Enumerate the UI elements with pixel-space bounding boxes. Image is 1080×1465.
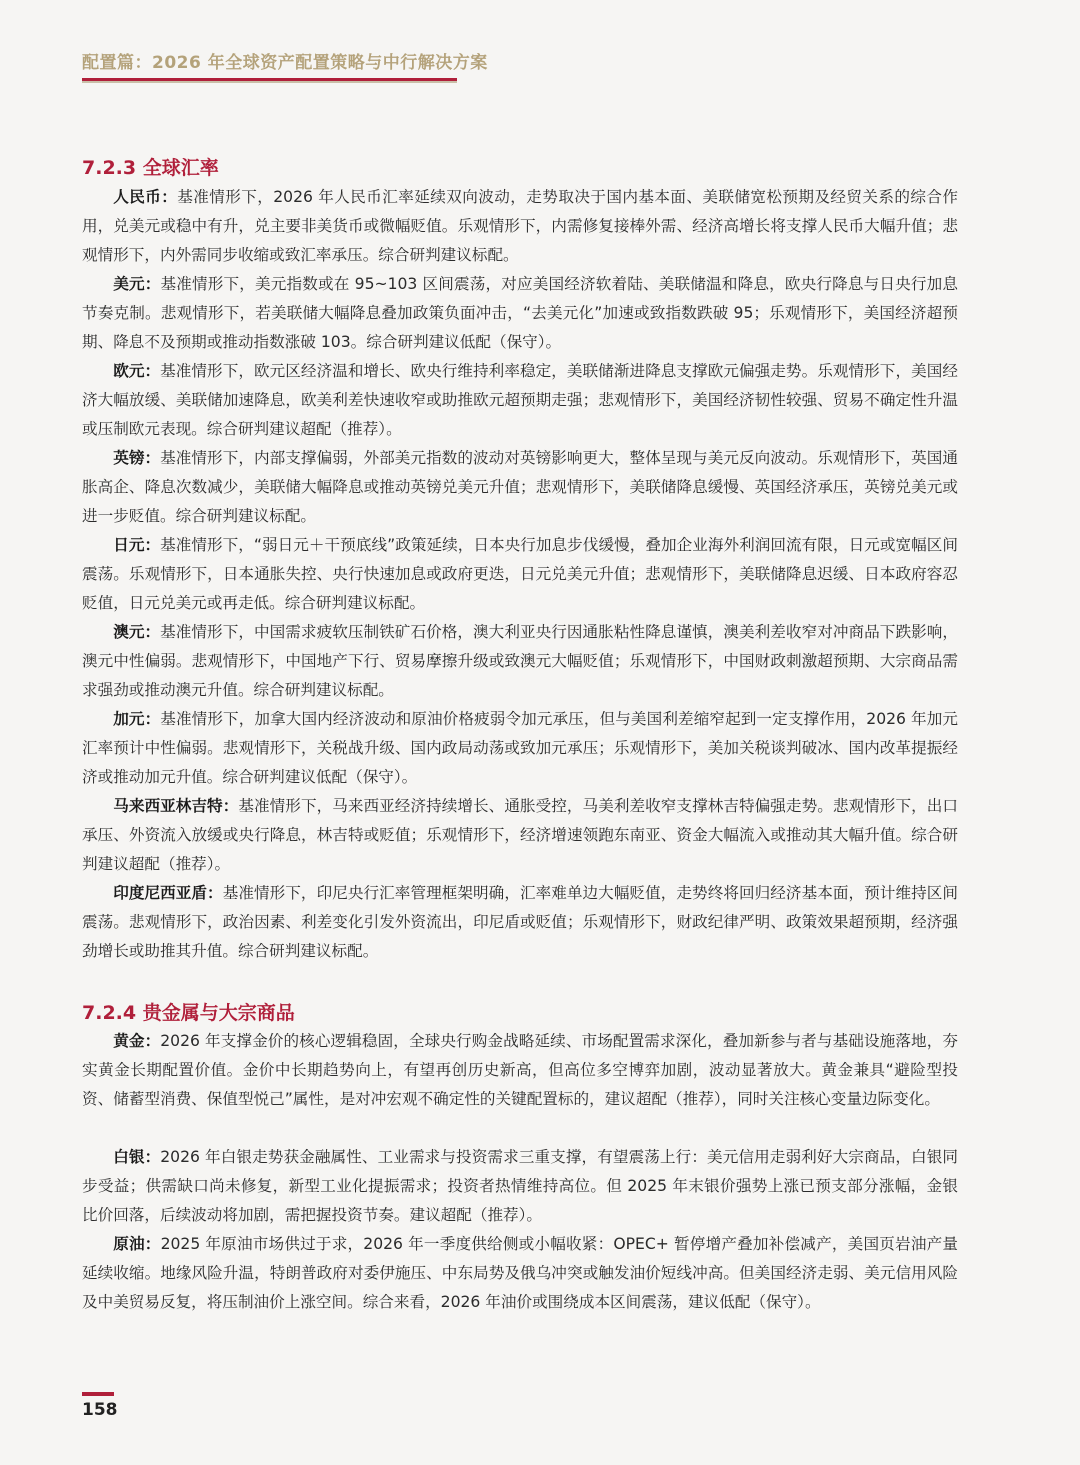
paragraph-text: 基准情形下，美元指数或在 95~103 区间震荡，对应美国经济软着陆、美联储温和降息，欧央行降息与日央行加息节奏克制。悲观情形下，若美联储大幅降息叠加政策负面冲击，“去美元化”加速或致指数跌破 95；乐观情形下，美国经济超预期、降息不及预期或推动指数涨破 103。综合研判建议低配（保守）。 — [82, 275, 958, 351]
term-label: 人民币： — [113, 188, 178, 206]
section-title-commodities: 7.2.4 贵金属与大宗商品 — [82, 1002, 295, 1024]
paragraph-text: 基准情形下，“弱日元＋干预底线”政策延续，日本央行加息步伐缓慢，叠加企业海外利润回流有限，日元或宽幅区间震荡。乐观情形下，日本通胀失控、央行快速加息或政府更迭，日元兑美元升值；悲观情形下，美联储降息迟缓、日本政府容忍贬值，日元兑美元或再走低。综合研判建议标配。 — [82, 536, 958, 612]
paragraph-text: 基准情形下，中国需求疲软压制铁矿石价格，澳大利亚央行因通胀粘性降息谨慎，澳美利差收窄对冲商品下跌影响，澳元中性偏弱。悲观情形下，中国地产下行、贸易摩擦升级或致澳元大幅贬值；乐观情形下，中国财政刺激超预期、大宗商品需求强劲或推动澳元升值。综合研判建议标配。 — [82, 623, 958, 699]
paragraph-silver — [82, 1143, 958, 1229]
paragraph-text: 2026 年支撑金价的核心逻辑稳固，全球央行购金战略延续、市场配置需求深化，叠加新参与者与基础设施落地，夯实黄金长期配置价值。金价中长期趋势向上，有望再创历史新高，但高位多空博弈加剧，波动显著放大。黄金兼具“避险型投资、储蓄型消费、保值型悦己”属性，是对冲宏观不确定性的关键配置标的，建议超配（推荐），同时关注核心变量边际变化。 — [82, 1032, 958, 1108]
term-label: 原油： — [113, 1235, 161, 1253]
term-label: 印度尼西亚盾： — [113, 884, 223, 902]
term-label: 加元： — [113, 710, 161, 728]
term-label: 白银： — [113, 1148, 161, 1166]
paragraph-text: 基准情形下，加拿大国内经济波动和原油价格疲弱令加元承压，但与美国利差缩窄起到一定支撑作用，2026 年加元汇率预计中性偏弱。悲观情形下，关税战升级、国内政局动荡或致加元承压；乐观情形下，美加关税谈判破冰、国内改革提振经济或推动加元升值。综合研判建议低配（保守）。 — [82, 710, 958, 786]
term-label: 澳元： — [113, 623, 161, 641]
paragraph-text: 2025 年原油市场供过于求，2026 年一季度供给侧或小幅收紧：OPEC+ 暂停增产叠加补偿减产，美国页岩油产量延续收缩。地缘风险升温，特朗普政府对委伊施压、中东局势及俄乌冲突或触发油价短线冲高。但美国经济走弱、美元信用风险及中美贸易反复，将压制油价上涨空间。综合来看，2026 年油价或围绕成本区间震荡，建议低配（保守）。 — [82, 1235, 958, 1311]
term-label: 欧元： — [113, 362, 161, 380]
term-label: 美元： — [113, 275, 161, 293]
term-label: 马来西亚林吉特： — [113, 797, 239, 815]
page-number: 158 — [82, 1400, 118, 1420]
paragraph-text: 基准情形下，欧元区经济温和增长、欧央行维持利率稳定，美联储渐进降息支撑欧元偏强走势。乐观情形下，美国经济大幅放缓、美联储加速降息，欧美利差快速收窄或助推欧元超预期走强；悲观情形下，美国经济韧性较强、贸易不确定性升温或压制欧元表现。综合研判建议超配（推荐）。 — [82, 362, 958, 438]
term-label: 英镑： — [113, 449, 161, 467]
paragraph-text: 基准情形下，内部支撑偏弱，外部美元指数的波动对英镑影响更大，整体呈现与美元反向波动。乐观情形下，英国通胀高企、降息次数减少，美联储大幅降息或推动英镑兑美元升值；悲观情形下，美联储降息缓慢、英国经济承压，英镑兑美元或进一步贬值。综合研判建议标配。 — [82, 449, 958, 525]
paragraph-gold — [82, 1027, 958, 1113]
section-title-fx: 7.2.3 全球汇率 — [82, 157, 219, 179]
header-rule-accent — [82, 78, 457, 81]
paragraph-text: 基准情形下，印尼央行汇率管理框架明确，汇率难单边大幅贬值，走势终将回归经济基本面，预计维持区间震荡。悲观情形下，政治因素、利差变化引发外资流出，印尼盾或贬值；乐观情形下，财政纪律严明、政策效果超预期，经济强劲增长或助推其升值。综合研判建议标配。 — [82, 884, 958, 960]
paragraph-oil — [82, 1230, 958, 1316]
paragraph-usd — [82, 270, 958, 356]
paragraph-cad — [82, 705, 958, 791]
paragraph-text: 2026 年白银走势获金融属性、工业需求与投资需求三重支撑，有望震荡上行：美元信用走弱利好大宗商品，白银同步受益；供需缺口尚未修复，新型工业化提振需求；投资者热情维持高位。但 2025 年末银价强势上涨已预支部分涨幅，金银比价回落，后续波动将加剧，需把握投资节奏。建议超配（推荐）。 — [82, 1148, 958, 1224]
paragraph-aud — [82, 618, 958, 704]
paragraph-text: 基准情形下，马来西亚经济持续增长、通胀受控，马美利差收窄支撑林吉特偏强走势。悲观情形下，出口承压、外资流入放缓或央行降息，林吉特或贬值；乐观情形下，经济增速领跑东南亚、资金大幅流入或推动其大幅升值。综合研判建议超配（推荐）。 — [82, 797, 958, 873]
paragraph-eur — [82, 357, 958, 443]
term-label: 黄金： — [113, 1032, 161, 1050]
page-number-rule — [82, 1392, 114, 1396]
term-label: 日元： — [113, 536, 161, 554]
paragraph-jpy — [82, 531, 958, 617]
paragraph-idr — [82, 879, 958, 965]
paragraph-gbp — [82, 444, 958, 530]
paragraph-myr — [82, 792, 958, 878]
paragraph-rmb — [82, 183, 958, 269]
paragraph-text: 基准情形下，2026 年人民币汇率延续双向波动，走势取决于国内基本面、美联储宽松预期及经贸关系的综合作用，兑美元或稳中有升，兑主要非美货币或微幅贬值。乐观情形下，内需修复接棒外需、经济高增长将支撑人民币大幅升值；悲观情形下，内外需同步收缩或致汇率承压。综合研判建议标配。 — [82, 188, 958, 264]
header-title: 配置篇：2026 年全球资产配置策略与中行解决方案 — [82, 53, 488, 73]
